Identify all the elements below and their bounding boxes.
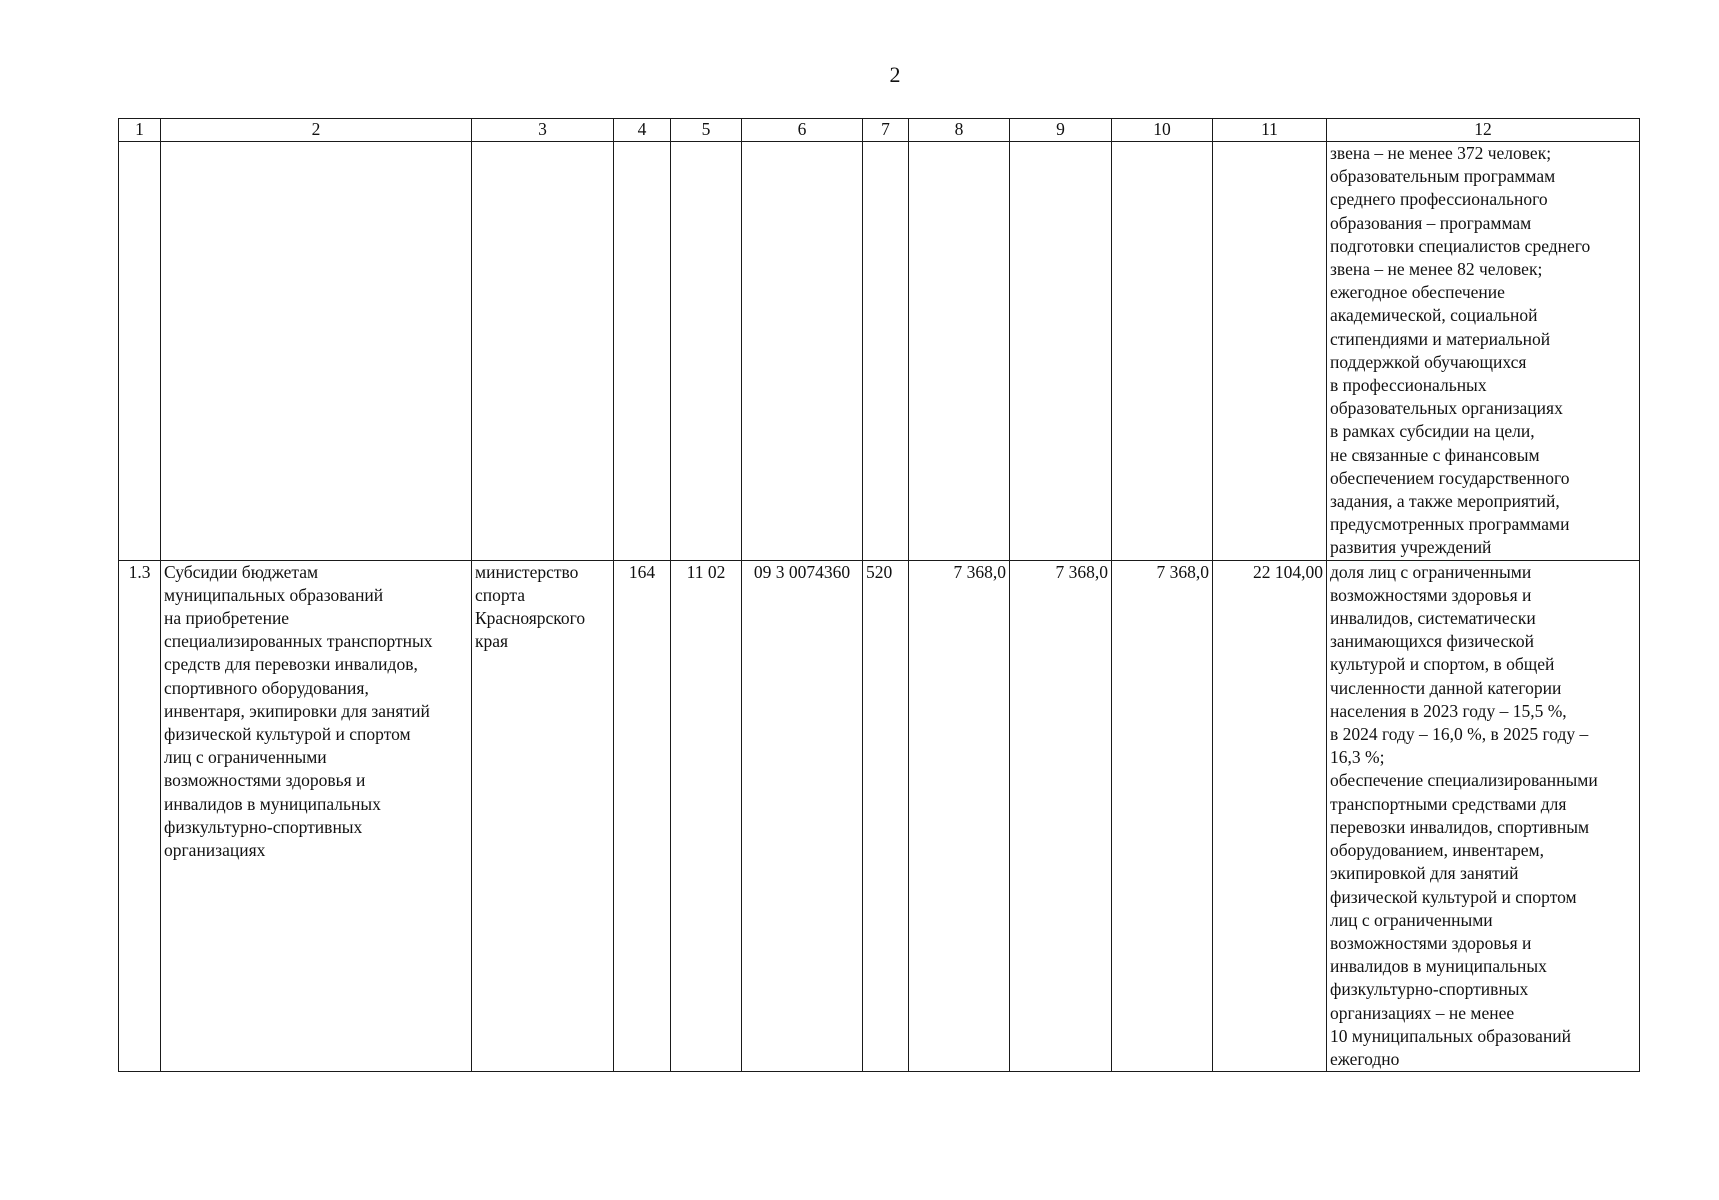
column-header: 10 <box>1112 119 1213 142</box>
column-header: 3 <box>472 119 614 142</box>
column-header: 9 <box>1010 119 1112 142</box>
amount-cell-10: 7 368,0 <box>1112 560 1213 1071</box>
table-row-1-3 <box>119 560 1640 1071</box>
empty-cell <box>161 142 472 561</box>
indicator-cell: доля лиц с ограниченными возможностями здоровья и инвалидов, систематически занимающихся физической культурой и спортом, в общей численности данной категории населения в 2023 году – 15,5 %, в 2024 году – 16,0 %, в 2025 году – 16,3 %; обеспечение специализированными транспортными средствами для перевозки инвалидов, спортивным оборудованием, инвентарем, экипировкой для занятий физической культурой и спортом лиц с ограниченными возможностями здоровья и инвалидов в муниципальных физкультурно-спортивных организациях – не менее 10 муниципальных образований ежегодно <box>1327 560 1640 1071</box>
code-cell-6: 09 3 0074360 <box>742 560 863 1071</box>
column-header: 1 <box>119 119 161 142</box>
table-row-continuation <box>119 142 1640 561</box>
administrator-cell: министерство спорта Красноярского края <box>472 560 614 1071</box>
row-number-cell: 1.3 <box>119 560 161 1071</box>
column-header: 11 <box>1213 119 1327 142</box>
code-cell-5: 11 02 <box>671 560 742 1071</box>
empty-cell <box>671 142 742 561</box>
program-activities-table <box>118 118 1640 1072</box>
empty-cell <box>1010 142 1112 561</box>
code-cell-4: 164 <box>614 560 671 1071</box>
amount-cell-9: 7 368,0 <box>1010 560 1112 1071</box>
empty-cell <box>909 142 1010 561</box>
empty-cell <box>472 142 614 561</box>
empty-cell <box>119 142 161 561</box>
column-header: 7 <box>863 119 909 142</box>
empty-cell <box>1112 142 1213 561</box>
empty-cell <box>742 142 863 561</box>
code-cell-7: 520 <box>863 560 909 1071</box>
column-header: 12 <box>1327 119 1640 142</box>
column-header: 8 <box>909 119 1010 142</box>
indicator-cell: звена – не менее 372 человек; образовательным программам среднего профессионального образования – программам подготовки специалистов среднего звена – не менее 82 человек; ежегодное обеспечение академической, социальной стипендиями и материальной поддержкой обучающихся в профессиональных образовательных организациях в рамках субсидии на цели, не связанные с финансовым обеспечением государственного задания, а также мероприятий, предусмотренных программами развития учреждений <box>1327 142 1640 561</box>
column-header: 4 <box>614 119 671 142</box>
column-header: 2 <box>161 119 472 142</box>
header-row <box>119 119 1640 142</box>
column-header: 5 <box>671 119 742 142</box>
amount-cell-8: 7 368,0 <box>909 560 1010 1071</box>
empty-cell <box>1213 142 1327 561</box>
column-header: 6 <box>742 119 863 142</box>
activity-name-cell: Субсидии бюджетам муниципальных образований на приобретение специализированных транспортных средств для перевозки инвалидов, спортивного оборудования, инвентаря, экипировки для занятий физической культурой и спортом лиц с ограниченными возможностями здоровья и инвалидов в муниципальных физкультурно-спортивных организациях <box>161 560 472 1071</box>
page-number: 2 <box>889 62 901 87</box>
empty-cell <box>863 142 909 561</box>
empty-cell <box>614 142 671 561</box>
total-amount-cell: 22 104,00 <box>1213 560 1327 1071</box>
